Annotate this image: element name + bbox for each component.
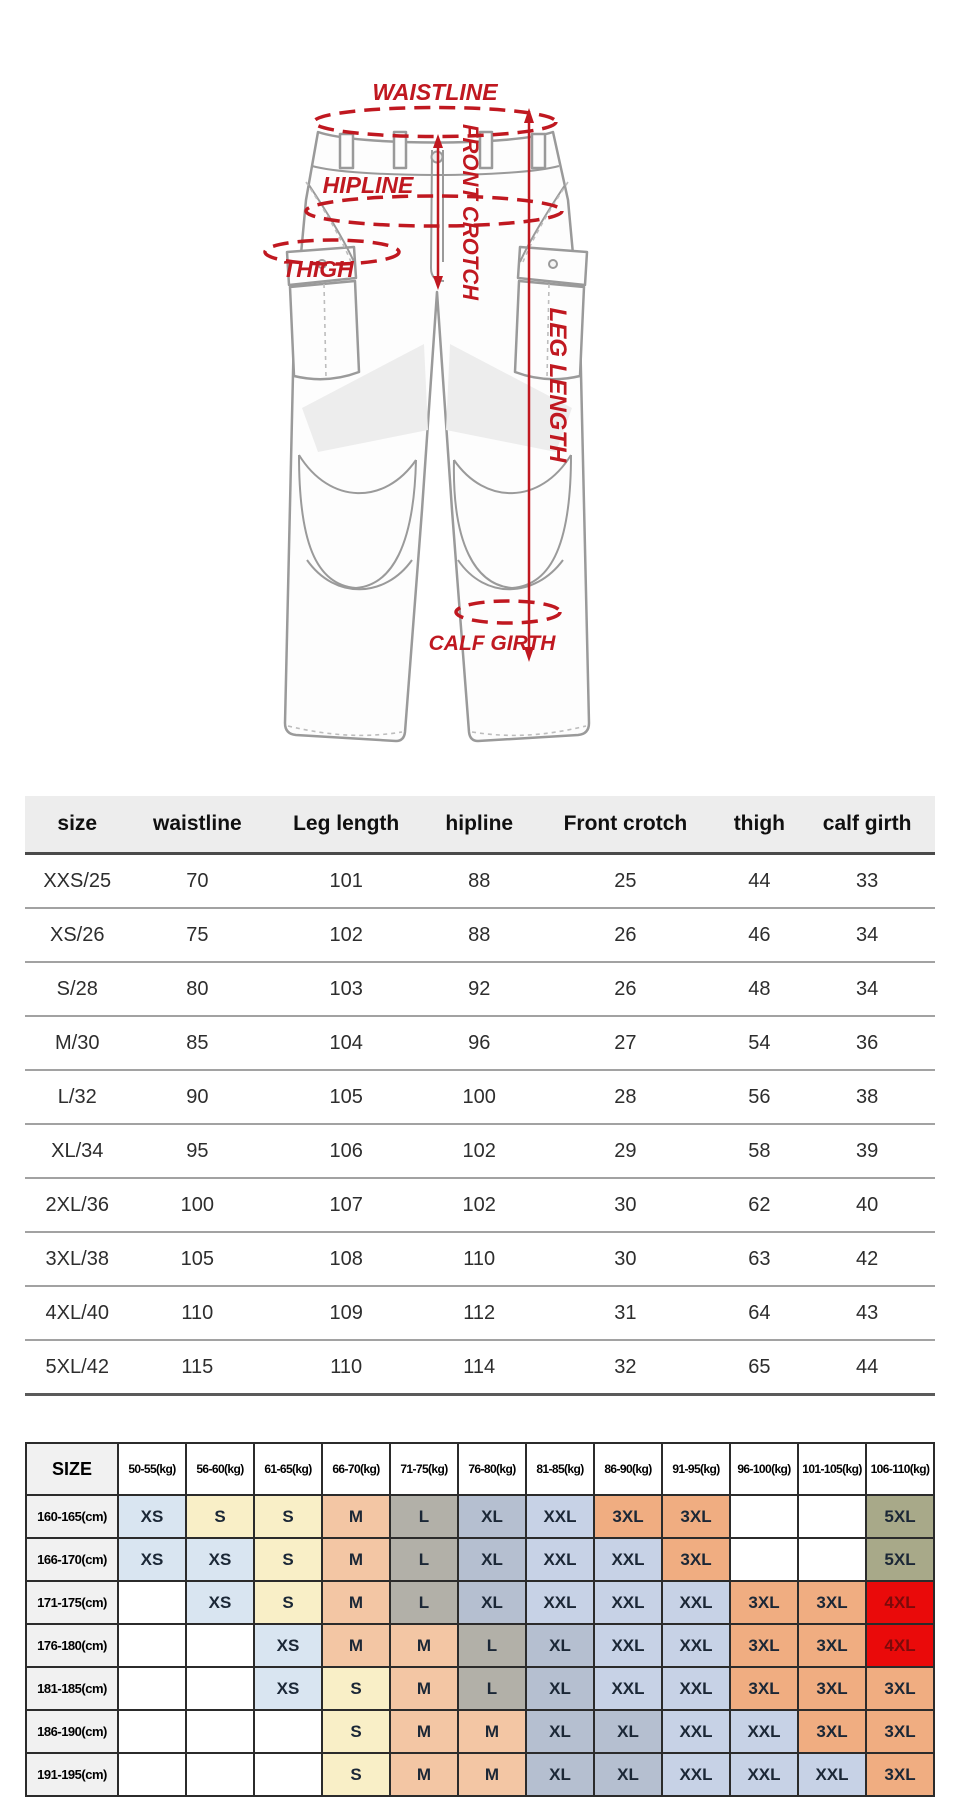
empty-cell [186, 1753, 254, 1796]
weight-range-header: 56-60(kg) [186, 1443, 254, 1495]
value-cell: 100 [427, 1070, 531, 1124]
value-cell: 88 [427, 908, 531, 962]
size-cell: XS/26 [25, 908, 130, 962]
value-cell: 114 [427, 1340, 531, 1395]
recommended-size-cell: 3XL [730, 1581, 798, 1624]
matrix-row [26, 1710, 934, 1753]
value-cell: 48 [719, 962, 799, 1016]
recommended-size-cell: XXL [798, 1753, 866, 1796]
value-cell: 109 [265, 1286, 427, 1340]
value-cell: 115 [130, 1340, 266, 1395]
value-cell: 31 [531, 1286, 719, 1340]
empty-cell [186, 1710, 254, 1753]
measure-col-header: Leg length [265, 796, 427, 854]
value-cell: 112 [427, 1286, 531, 1340]
value-cell: 105 [130, 1232, 266, 1286]
matrix-row [26, 1624, 934, 1667]
weight-range-header: 96-100(kg) [730, 1443, 798, 1495]
recommended-size-cell: S [322, 1753, 390, 1796]
value-cell: 44 [719, 854, 799, 909]
matrix-row [26, 1495, 934, 1538]
measure-row [25, 1286, 935, 1340]
recommended-size-cell: XXL [662, 1581, 730, 1624]
value-cell: 104 [265, 1016, 427, 1070]
recommended-size-cell: XXL [526, 1581, 594, 1624]
value-cell: 38 [799, 1070, 935, 1124]
recommended-size-cell: 4XL [866, 1624, 934, 1667]
value-cell: 26 [531, 962, 719, 1016]
value-cell: 30 [531, 1178, 719, 1232]
size-matrix-table [25, 1442, 935, 1797]
recommended-size-cell: XXL [662, 1667, 730, 1710]
recommended-size-cell: 3XL [662, 1495, 730, 1538]
value-cell: 65 [719, 1340, 799, 1395]
value-cell: 34 [799, 962, 935, 1016]
value-cell: 90 [130, 1070, 266, 1124]
size-cell: L/32 [25, 1070, 130, 1124]
pants-measurement-diagram [0, 0, 960, 770]
recommended-size-cell: 3XL [866, 1753, 934, 1796]
empty-cell [730, 1538, 798, 1581]
pants-diagram-svg [0, 0, 960, 770]
size-cell: S/28 [25, 962, 130, 1016]
matrix-row [26, 1538, 934, 1581]
empty-cell [118, 1667, 186, 1710]
recommended-size-cell: S [322, 1710, 390, 1753]
recommended-size-cell: XXL [594, 1624, 662, 1667]
weight-range-header: 106-110(kg) [866, 1443, 934, 1495]
value-cell: 42 [799, 1232, 935, 1286]
recommended-size-cell: 3XL [866, 1667, 934, 1710]
height-range-label: 166-170(cm) [26, 1538, 118, 1581]
size-matrix-body [26, 1495, 934, 1796]
size-cell: XL/34 [25, 1124, 130, 1178]
value-cell: 30 [531, 1232, 719, 1286]
recommended-size-cell: 3XL [594, 1495, 662, 1538]
recommended-size-cell: 5XL [866, 1495, 934, 1538]
empty-cell [798, 1538, 866, 1581]
recommended-size-cell: 3XL [730, 1667, 798, 1710]
measure-col-header: size [25, 796, 130, 854]
recommended-size-cell: XL [526, 1624, 594, 1667]
measure-row [25, 1232, 935, 1286]
recommended-size-cell: XXL [662, 1710, 730, 1753]
value-cell: 110 [130, 1286, 266, 1340]
value-cell: 58 [719, 1124, 799, 1178]
recommended-size-cell: S [254, 1581, 322, 1624]
value-cell: 105 [265, 1070, 427, 1124]
empty-cell [118, 1753, 186, 1796]
value-cell: 80 [130, 962, 266, 1016]
recommended-size-cell: M [458, 1753, 526, 1796]
matrix-row [26, 1667, 934, 1710]
size-cell: XXS/25 [25, 854, 130, 909]
value-cell: 28 [531, 1070, 719, 1124]
empty-cell [730, 1495, 798, 1538]
value-cell: 102 [427, 1178, 531, 1232]
recommended-size-cell: M [390, 1753, 458, 1796]
measure-col-header: calf girth [799, 796, 935, 854]
value-cell: 44 [799, 1340, 935, 1395]
recommended-size-cell: L [390, 1581, 458, 1624]
recommended-size-cell: M [458, 1710, 526, 1753]
measure-row [25, 1178, 935, 1232]
value-cell: 62 [719, 1178, 799, 1232]
measure-row [25, 1340, 935, 1395]
recommended-size-cell: XL [594, 1753, 662, 1796]
recommended-size-cell: 3XL [662, 1538, 730, 1581]
recommended-size-cell: XS [186, 1581, 254, 1624]
value-cell: 85 [130, 1016, 266, 1070]
belt-loop [532, 134, 545, 168]
matrix-corner-header: SIZE [26, 1443, 118, 1495]
value-cell: 36 [799, 1016, 935, 1070]
height-range-label: 181-185(cm) [26, 1667, 118, 1710]
recommended-size-cell: XS [118, 1495, 186, 1538]
recommended-size-cell: 5XL [866, 1538, 934, 1581]
recommended-size-cell: 4XL [866, 1581, 934, 1624]
measure-col-header: waistline [130, 796, 266, 854]
height-range-label: 176-180(cm) [26, 1624, 118, 1667]
empty-cell [118, 1710, 186, 1753]
value-cell: 108 [265, 1232, 427, 1286]
empty-cell [798, 1495, 866, 1538]
recommended-size-cell: M [322, 1581, 390, 1624]
recommended-size-cell: 3XL [798, 1624, 866, 1667]
weight-range-header: 86-90(kg) [594, 1443, 662, 1495]
size-recommendation-section [25, 1442, 935, 1797]
measure-col-header: hipline [427, 796, 531, 854]
value-cell: 110 [427, 1232, 531, 1286]
value-cell: 43 [799, 1286, 935, 1340]
measure-row [25, 908, 935, 962]
recommended-size-cell: M [390, 1624, 458, 1667]
empty-cell [254, 1710, 322, 1753]
recommended-size-cell: M [390, 1710, 458, 1753]
size-cell: 3XL/38 [25, 1232, 130, 1286]
height-range-label: 171-175(cm) [26, 1581, 118, 1624]
waistline-ellipse [314, 108, 556, 137]
belt-loop [340, 134, 353, 168]
weight-range-header: 50-55(kg) [118, 1443, 186, 1495]
value-cell: 64 [719, 1286, 799, 1340]
recommended-size-cell: XL [526, 1667, 594, 1710]
size-cell: 4XL/40 [25, 1286, 130, 1340]
value-cell: 88 [427, 854, 531, 909]
recommended-size-cell: XS [254, 1624, 322, 1667]
recommended-size-cell: M [322, 1538, 390, 1581]
value-cell: 27 [531, 1016, 719, 1070]
recommended-size-cell: 3XL [866, 1710, 934, 1753]
weight-range-header: 81-85(kg) [526, 1443, 594, 1495]
value-cell: 26 [531, 908, 719, 962]
recommended-size-cell: XS [254, 1667, 322, 1710]
recommended-size-cell: XXL [662, 1753, 730, 1796]
measure-row [25, 1070, 935, 1124]
recommended-size-cell: XS [118, 1538, 186, 1581]
value-cell: 92 [427, 962, 531, 1016]
empty-cell [118, 1624, 186, 1667]
recommended-size-cell: XXL [594, 1667, 662, 1710]
value-cell: 25 [531, 854, 719, 909]
weight-range-header: 61-65(kg) [254, 1443, 322, 1495]
value-cell: 56 [719, 1070, 799, 1124]
measurement-table-body [25, 854, 935, 1395]
measurement-table [25, 796, 935, 1396]
recommended-size-cell: XXL [730, 1753, 798, 1796]
size-matrix-header-row [26, 1443, 934, 1495]
measurement-table-header-row [25, 796, 935, 854]
value-cell: 33 [799, 854, 935, 909]
recommended-size-cell: L [458, 1667, 526, 1710]
recommended-size-cell: XL [526, 1753, 594, 1796]
measure-row [25, 962, 935, 1016]
value-cell: 101 [265, 854, 427, 909]
recommended-size-cell: XL [526, 1710, 594, 1753]
empty-cell [118, 1581, 186, 1624]
matrix-row [26, 1581, 934, 1624]
value-cell: 32 [531, 1340, 719, 1395]
recommended-size-cell: S [322, 1667, 390, 1710]
height-range-label: 160-165(cm) [26, 1495, 118, 1538]
value-cell: 96 [427, 1016, 531, 1070]
recommended-size-cell: M [322, 1624, 390, 1667]
value-cell: 110 [265, 1340, 427, 1395]
empty-cell [186, 1667, 254, 1710]
measure-col-header: thigh [719, 796, 799, 854]
leg-length-label: LEG LENGTH [544, 307, 571, 463]
recommended-size-cell: 3XL [730, 1624, 798, 1667]
value-cell: 103 [265, 962, 427, 1016]
recommended-size-cell: 3XL [798, 1581, 866, 1624]
matrix-row [26, 1753, 934, 1796]
measure-row [25, 1124, 935, 1178]
weight-range-header: 71-75(kg) [390, 1443, 458, 1495]
recommended-size-cell: 3XL [798, 1710, 866, 1753]
recommended-size-cell: XL [458, 1581, 526, 1624]
recommended-size-cell: L [458, 1624, 526, 1667]
recommended-size-cell: S [254, 1538, 322, 1581]
recommended-size-cell: XXL [730, 1710, 798, 1753]
weight-range-header: 66-70(kg) [322, 1443, 390, 1495]
recommended-size-cell: XS [186, 1538, 254, 1581]
recommended-size-cell: M [322, 1495, 390, 1538]
recommended-size-cell: L [390, 1495, 458, 1538]
weight-range-header: 76-80(kg) [458, 1443, 526, 1495]
value-cell: 29 [531, 1124, 719, 1178]
weight-range-header: 91-95(kg) [662, 1443, 730, 1495]
recommended-size-cell: XL [458, 1538, 526, 1581]
recommended-size-cell: M [390, 1667, 458, 1710]
recommended-size-cell: S [254, 1495, 322, 1538]
hipline-label: HIPLINE [322, 172, 414, 198]
recommended-size-cell: S [186, 1495, 254, 1538]
waistline-label: WAISTLINE [372, 79, 498, 105]
size-cell: 5XL/42 [25, 1340, 130, 1395]
value-cell: 102 [265, 908, 427, 962]
value-cell: 39 [799, 1124, 935, 1178]
size-cell: 2XL/36 [25, 1178, 130, 1232]
recommended-size-cell: L [390, 1538, 458, 1581]
value-cell: 106 [265, 1124, 427, 1178]
pocket-button [549, 260, 557, 268]
value-cell: 40 [799, 1178, 935, 1232]
measure-row [25, 854, 935, 909]
height-range-label: 186-190(cm) [26, 1710, 118, 1753]
empty-cell [186, 1624, 254, 1667]
value-cell: 107 [265, 1178, 427, 1232]
recommended-size-cell: XXL [662, 1624, 730, 1667]
thigh-label: THIGH [282, 256, 354, 282]
recommended-size-cell: XXL [526, 1538, 594, 1581]
recommended-size-cell: XXL [594, 1581, 662, 1624]
value-cell: 102 [427, 1124, 531, 1178]
value-cell: 34 [799, 908, 935, 962]
measurement-table-section [25, 796, 935, 1396]
recommended-size-cell: XXL [594, 1538, 662, 1581]
recommended-size-cell: XXL [526, 1495, 594, 1538]
front-crotch-label: FRONT CROTCH [458, 124, 483, 300]
value-cell: 54 [719, 1016, 799, 1070]
height-range-label: 191-195(cm) [26, 1753, 118, 1796]
value-cell: 63 [719, 1232, 799, 1286]
weight-range-header: 101-105(kg) [798, 1443, 866, 1495]
calf-girth-label: CALF GIRTH [428, 632, 556, 655]
value-cell: 70 [130, 854, 266, 909]
value-cell: 75 [130, 908, 266, 962]
size-cell: M/30 [25, 1016, 130, 1070]
measure-col-header: Front crotch [531, 796, 719, 854]
empty-cell [254, 1753, 322, 1796]
value-cell: 46 [719, 908, 799, 962]
recommended-size-cell: XL [458, 1495, 526, 1538]
measure-row [25, 1016, 935, 1070]
value-cell: 95 [130, 1124, 266, 1178]
recommended-size-cell: 3XL [798, 1667, 866, 1710]
recommended-size-cell: XL [594, 1710, 662, 1753]
value-cell: 100 [130, 1178, 266, 1232]
